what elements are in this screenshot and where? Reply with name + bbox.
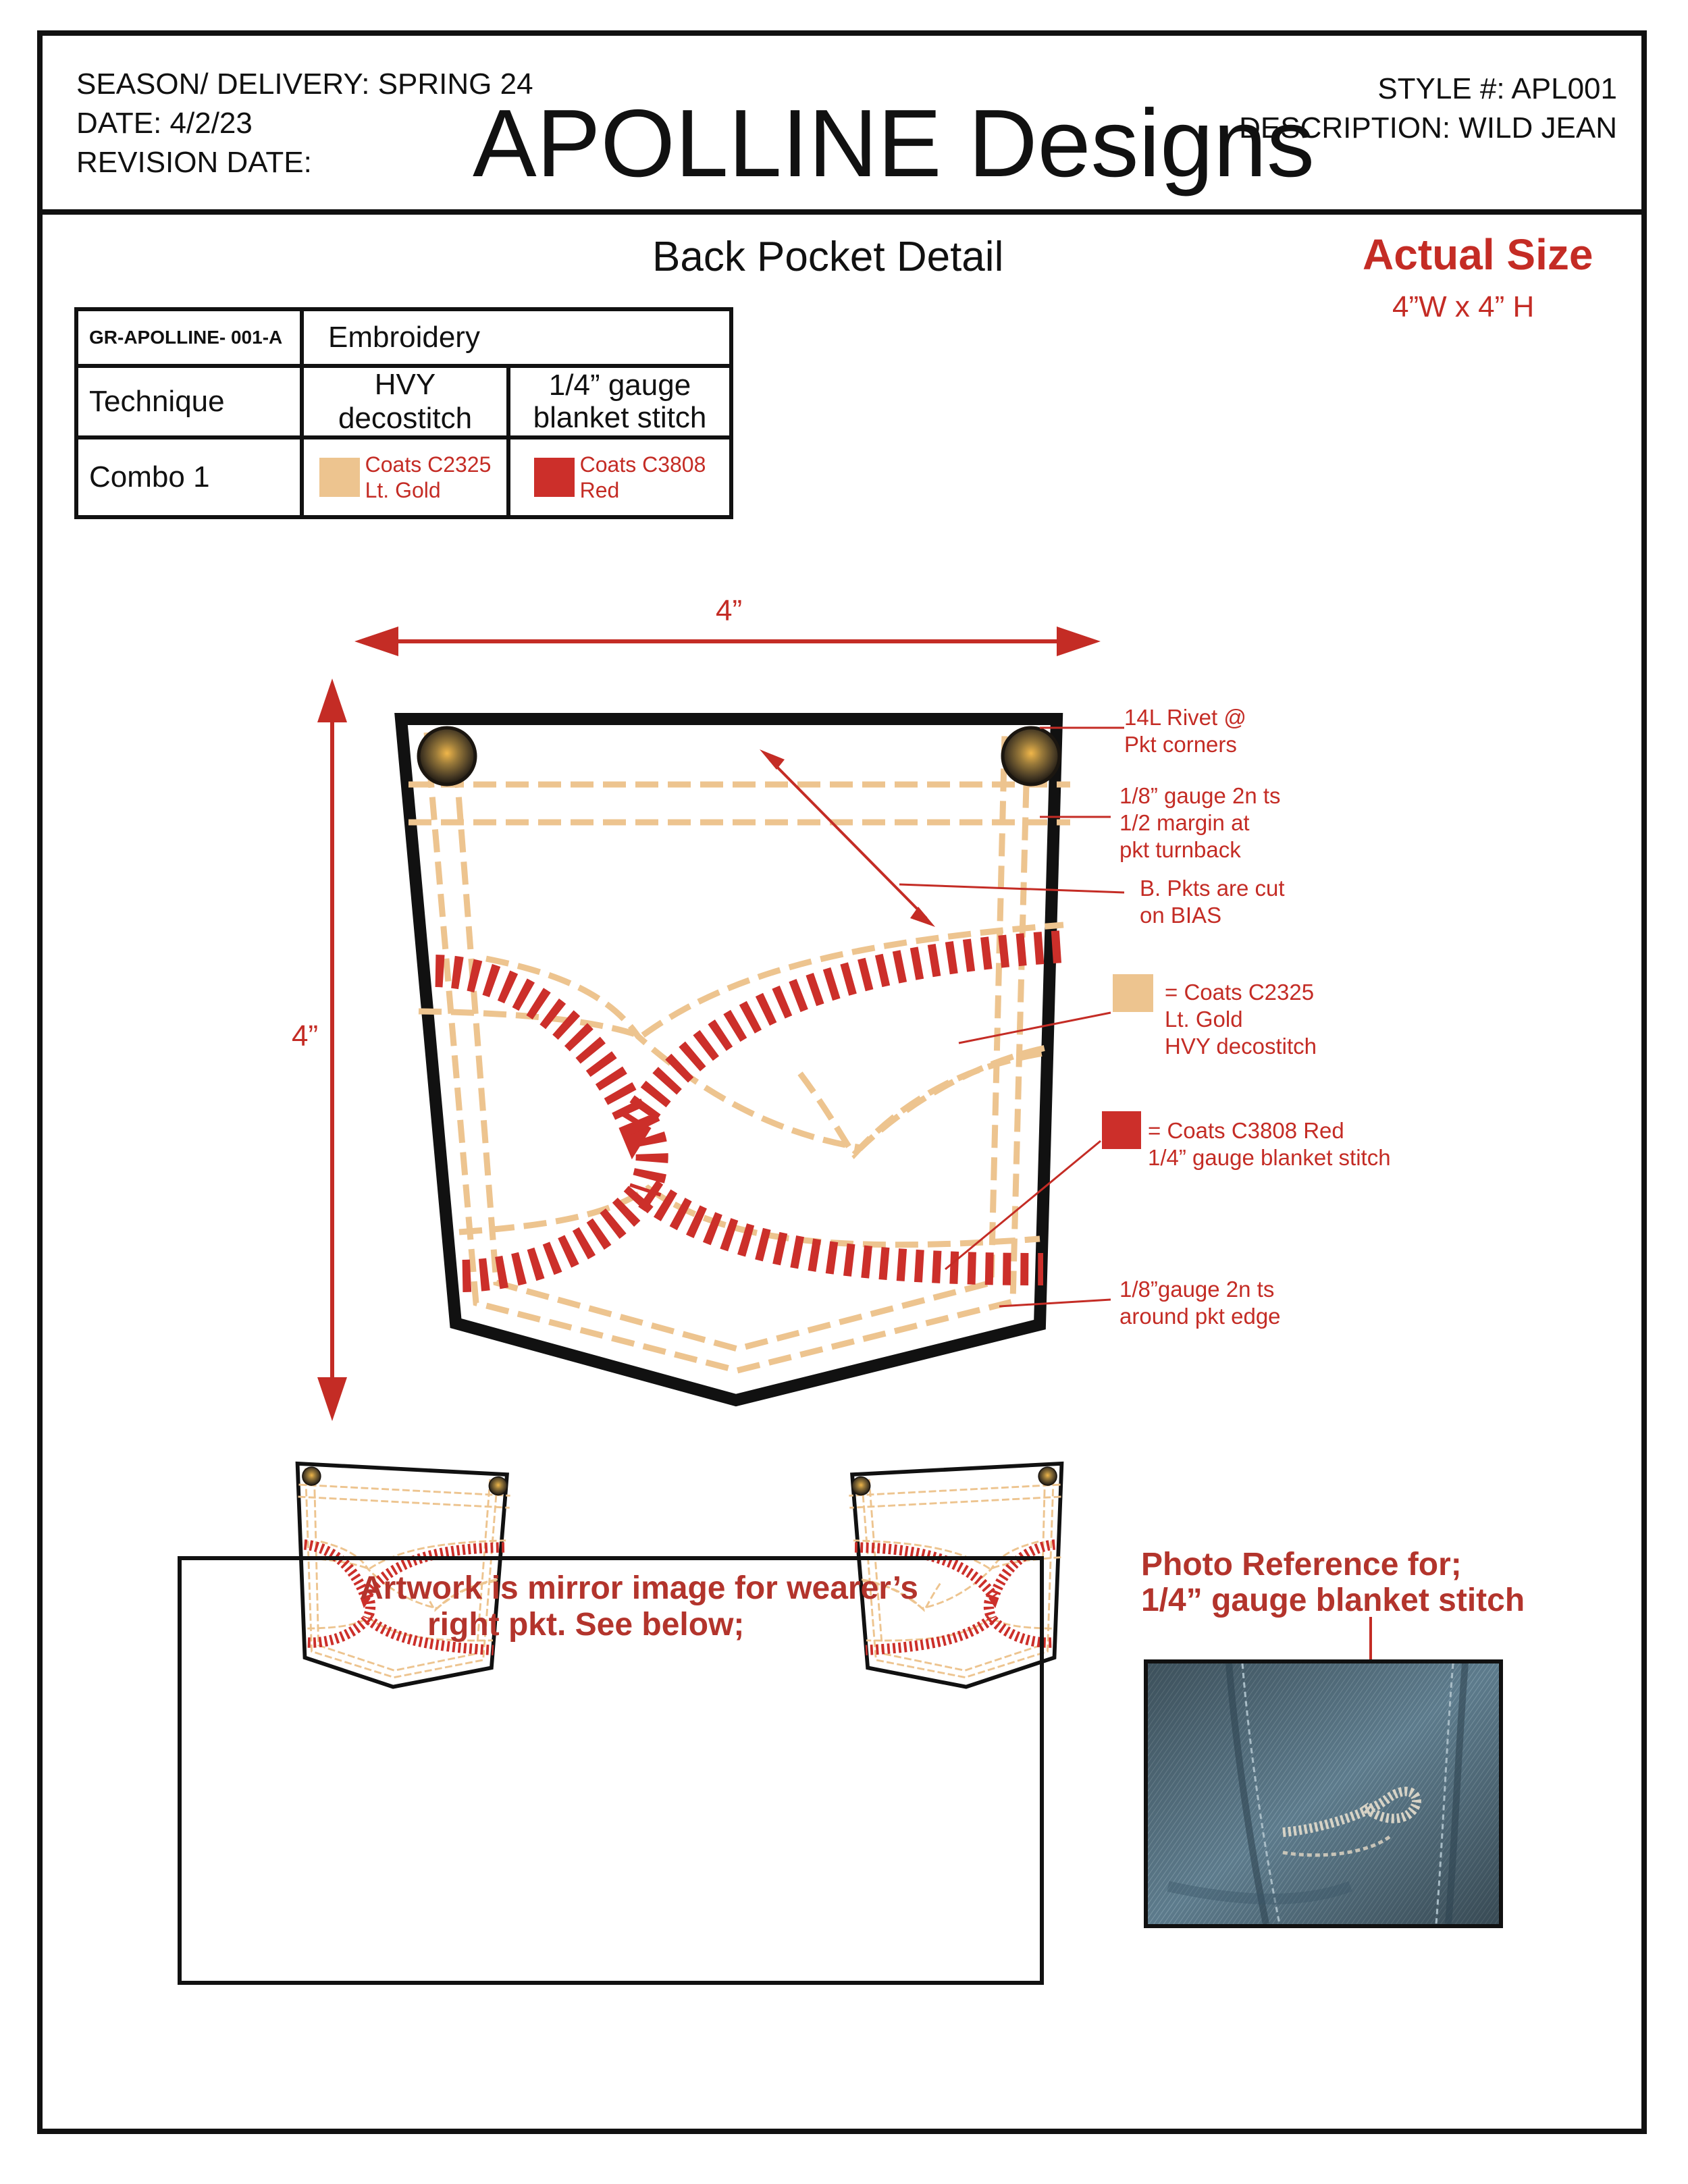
gold-color-name: Lt. Gold: [365, 478, 441, 502]
technique-hvy-cell: HVY decostitch: [302, 366, 508, 437]
gold-note-line: HVY decostitch: [1165, 1034, 1317, 1059]
page-title: Back Pocket Detail: [652, 234, 1004, 280]
turnback-note-line: 1/8” gauge 2n ts: [1119, 783, 1281, 808]
embroidery-header-cell: Embroidery: [302, 309, 731, 366]
bias-note-line: on BIAS: [1140, 903, 1222, 928]
mirror-note-line-1: Artwork is mirror image for wearer’s: [360, 1570, 918, 1606]
arrowhead-bottom: [317, 1377, 347, 1421]
season-delivery: SEASON/ DELIVERY: SPRING 24: [76, 68, 533, 101]
actual-size-label: Actual Size: [1363, 230, 1593, 279]
arrowhead-left: [354, 627, 398, 656]
rivet-note: [1124, 704, 1246, 758]
arrowhead-top: [317, 678, 347, 722]
width-label: 4”: [716, 594, 743, 627]
combo-label-cell: Combo 1: [76, 437, 302, 517]
gold-thread-note: [1165, 979, 1317, 1060]
gold-note-line: Lt. Gold: [1165, 1007, 1243, 1032]
legend-gold-swatch: [1113, 974, 1153, 1012]
turnback-note-line: pkt turnback: [1119, 837, 1241, 862]
arrowhead-right: [1057, 627, 1101, 656]
red-note-line: 1/4” gauge blanket stitch: [1148, 1145, 1391, 1170]
gold-thread-code: Coats C2325: [365, 452, 492, 477]
main-pocket-artwork: [401, 719, 1070, 1400]
actual-size-dimensions: 4”W x 4” H: [1392, 290, 1535, 323]
technique-blanket-cell: 1/4” gauge blanket stitch: [508, 366, 731, 437]
turnback-note-line: 1/2 margin at: [1119, 810, 1250, 835]
height-label: 4”: [292, 1019, 319, 1053]
red-thread-note: [1148, 1117, 1391, 1171]
edge-note: [1119, 1276, 1281, 1330]
turnback-note: [1119, 782, 1281, 863]
gold-note-line: = Coats C2325: [1165, 980, 1315, 1005]
bias-note-line: B. Pkts are cut: [1140, 876, 1285, 901]
legend-red-swatch: [1102, 1111, 1141, 1149]
red-thread-code: Coats C3808: [579, 452, 706, 477]
rivet-note-line: Pkt corners: [1124, 732, 1237, 757]
technique-label-cell: Technique: [76, 366, 302, 437]
revision-date: REVISION DATE:: [76, 146, 312, 179]
brand-title: APOLLINE Designs: [473, 90, 1315, 197]
denim-photo-reference: [1144, 1659, 1503, 1928]
edge-note-line: 1/8”gauge 2n ts: [1119, 1277, 1275, 1302]
style-code-cell: GR-APOLLINE- 001-A: [76, 309, 302, 366]
red-note-line: = Coats C3808 Red: [1148, 1118, 1344, 1143]
photo-reference-subtitle: 1/4” gauge blanket stitch: [1141, 1582, 1525, 1618]
date: DATE: 4/2/23: [76, 107, 253, 140]
bias-note: [1140, 875, 1285, 929]
photo-reference-title: Photo Reference for;: [1141, 1547, 1462, 1582]
rivet-note-line: 14L Rivet @: [1124, 705, 1246, 730]
edge-note-line: around pkt edge: [1119, 1304, 1281, 1329]
denim-photo-image: [1148, 1663, 1499, 1924]
mirror-note-line-2: right pkt. See below;: [427, 1607, 745, 1643]
description: DESCRIPTION: WILD JEAN: [1239, 111, 1617, 144]
red-color-name: Red: [579, 478, 620, 502]
style-number: STYLE #: APL001: [1377, 72, 1617, 105]
